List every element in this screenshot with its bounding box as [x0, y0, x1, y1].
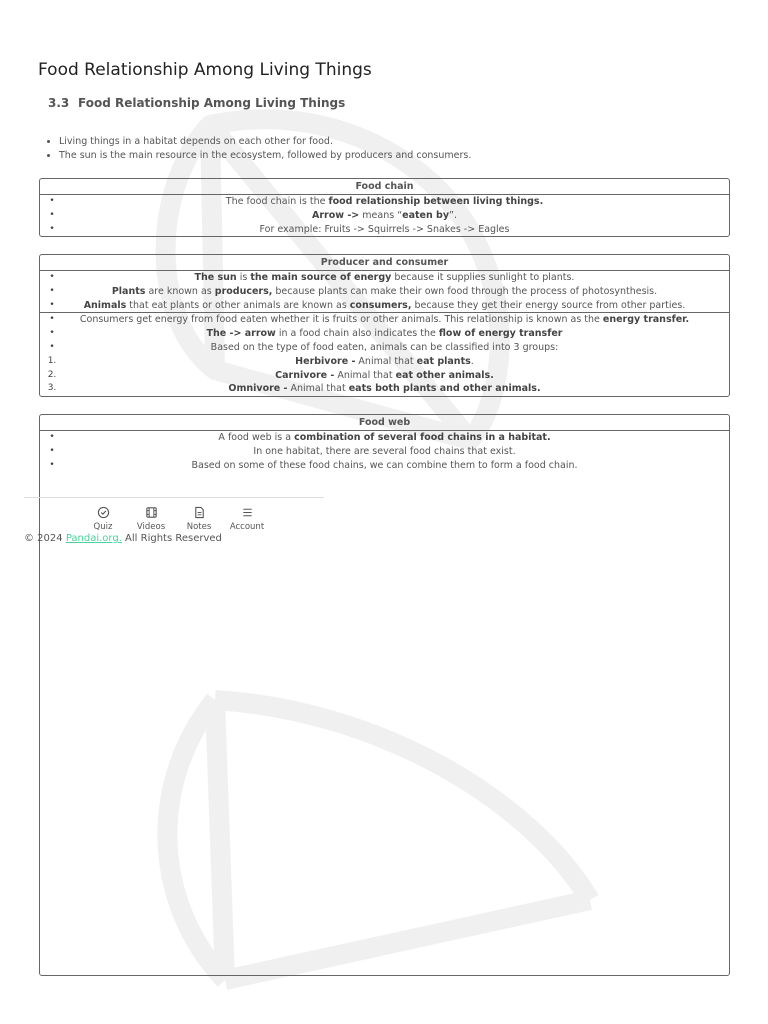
bullet-marker: • [49, 432, 55, 442]
footer-prefix: © 2024 [24, 533, 66, 544]
pandai-link[interactable]: Pandai.org. [65, 533, 122, 544]
footer-copyright [24, 533, 222, 544]
section-heading [48, 96, 345, 110]
page-title: Food Relationship Among Living Things [38, 60, 372, 80]
nav-videos-button[interactable] [128, 506, 174, 532]
bottom-nav [80, 506, 272, 532]
list-item: • Plants are known as producers, because plants can make their own food through the process of photosynthesis. [40, 285, 729, 299]
intro-point: • Living things in a habitat depends on each other for food. [59, 135, 471, 149]
intro-list [42, 135, 471, 162]
nav-label: Notes [186, 522, 212, 532]
menu-lines-icon [241, 506, 254, 519]
list-item: • The -> arrow in a food chain also indicates the flow of energy transfer [40, 327, 729, 341]
bullet-marker: • [49, 459, 55, 470]
list-item: 1. Herbivore - Animal that eat plants. [47, 355, 474, 367]
producer-consumer-title: Producer and consumer [40, 255, 729, 271]
sub-box [40, 312, 729, 396]
food-web-title: Food web [40, 415, 729, 431]
nav-label: Videos [136, 522, 166, 532]
bullet-marker: • [49, 328, 55, 339]
nav-account-button[interactable] [224, 506, 270, 532]
food-chain-box [39, 178, 730, 237]
nav-label: Quiz [93, 522, 113, 532]
list-item: • A food web is a combination of several food chains in a habitat. [40, 431, 729, 445]
quiz-check-icon [97, 506, 110, 519]
section-title: Food Relationship Among Living Things [78, 96, 346, 110]
nav-notes-button[interactable] [176, 506, 222, 532]
list-item: • The food chain is the food relationship between living things. [40, 195, 729, 209]
bullet-marker: • [49, 341, 55, 352]
list-item: • Animals that eat plants or other animals are known as consumers, because they get their energy source from other parties. [40, 299, 729, 313]
list-item: • For example: Fruits -> Squirrels -> Snakes -> Eagles [40, 223, 729, 237]
bullet-marker: • [49, 272, 55, 282]
food-chain-title: Food chain [40, 179, 729, 195]
bullet-marker: • [49, 196, 55, 206]
number-marker: 1. [47, 355, 57, 366]
nav-label: Account [229, 522, 265, 532]
bullet-marker: • [49, 445, 55, 456]
producer-consumer-box [39, 254, 730, 397]
nav-quiz-button[interactable] [80, 506, 126, 532]
list-item: • Based on the type of food eaten, animals can be classified into 3 groups: [40, 341, 729, 355]
intro-point: • The sun is the main resource in the ecosystem, followed by producers and consumers. [59, 149, 471, 163]
list-item: • Arrow -> means “eaten by”. [40, 209, 729, 223]
bullet-marker: • [49, 299, 55, 310]
film-icon [145, 506, 158, 519]
document-icon [193, 506, 206, 519]
footer-suffix: All Rights Reserved [121, 533, 222, 544]
number-marker: 2. [47, 369, 57, 380]
bullet-marker: • [49, 209, 55, 220]
list-item: • In one habitat, there are several food chains that exist. [40, 445, 729, 459]
list-item: 2. Carnivore - Animal that eat other animals. [47, 369, 494, 381]
list-item: • Based on some of these food chains, we can combine them to form a food chain. [40, 459, 729, 473]
list-item: • Consumers get energy from food eaten whether it is fruits or other animals. This relationship is known as the energy transfer. [40, 313, 729, 327]
food-web-box [39, 414, 730, 976]
nav-divider [24, 497, 324, 498]
list-item: 3. Omnivore - Animal that eats both plants and other animals. [47, 383, 541, 395]
section-number: 3.3 [48, 96, 70, 110]
bullet-marker: • [49, 223, 55, 234]
bullet-marker: • [49, 285, 55, 296]
bullet-marker: • [49, 314, 55, 325]
list-item: • The sun is the main source of energy because it supplies sunlight to plants. [40, 271, 729, 285]
number-marker: 3. [47, 383, 57, 394]
